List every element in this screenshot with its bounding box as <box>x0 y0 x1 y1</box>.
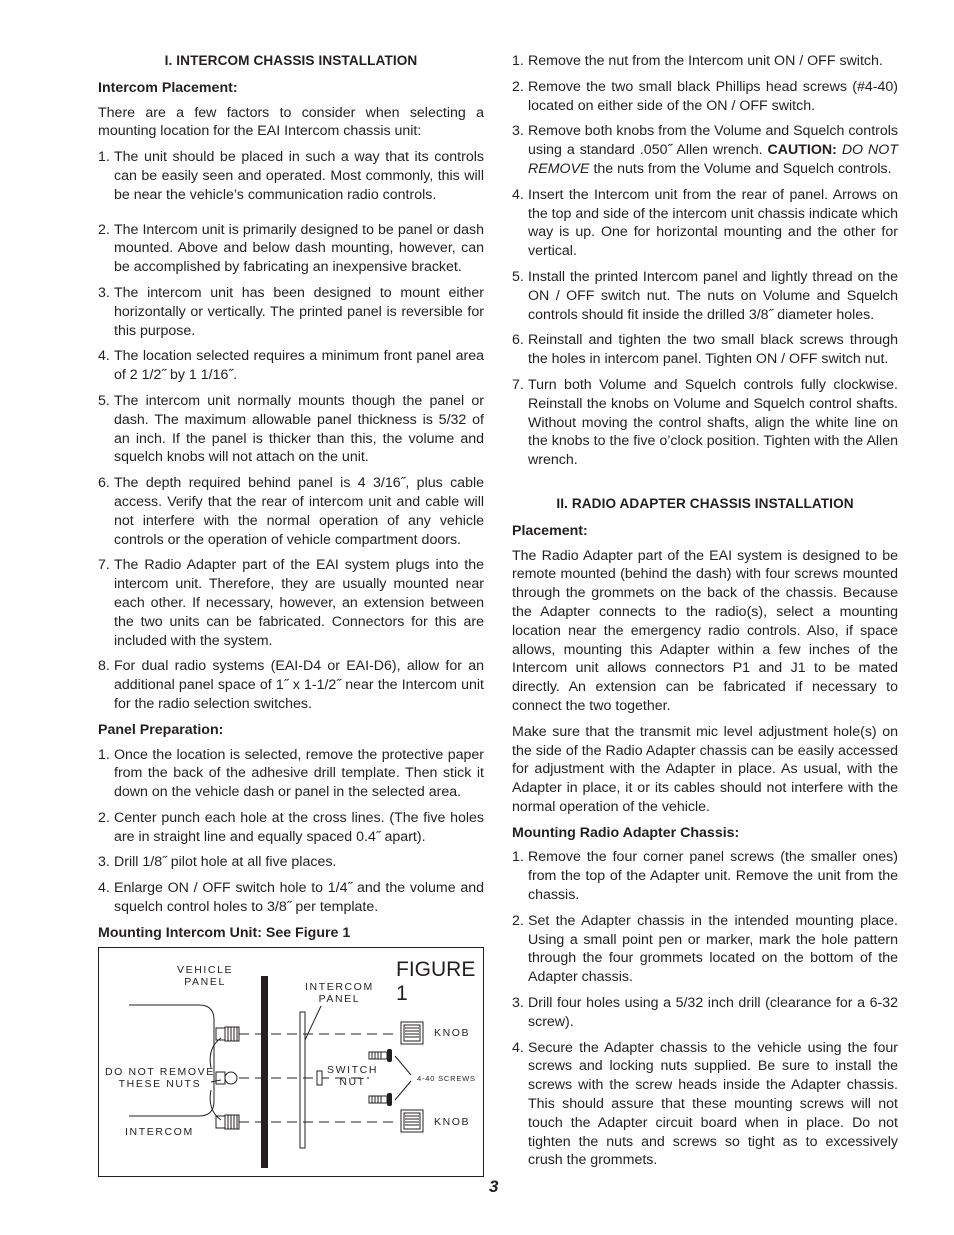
mounting-adapter-heading: Mounting Radio Adapter Chassis: <box>512 824 740 841</box>
intercom-placement-heading: Intercom Placement: <box>98 79 238 96</box>
list-item: 2. Center punch each hole at the cross lines. (The five holes are in straight line and equally spaced 0.4˝ apart). <box>98 809 484 845</box>
list-item: 7. Turn both Volume and Squelch controls fully clockwise. Reinstall the knobs on Volume and Squelch control shafts. Without moving the control shafts, align the white line on the knobs to the five o’clock position. Tighten with the Allen wrench. <box>512 376 898 469</box>
page-number: 3 <box>489 1177 499 1196</box>
list-item: 5. Install the printed Intercom panel and lightly thread on the ON / OFF switch nut. The nuts on Volume and Squelch controls should fit inside the drilled 3/8˝ diameter holes. <box>512 268 898 323</box>
vehicle-panel-label: VEHICLE PANEL <box>177 964 234 988</box>
switch-nut-shape <box>317 1071 322 1085</box>
panel-preparation-heading: Panel Preparation: <box>98 721 224 738</box>
figure-title: FIGURE 1 <box>396 958 476 1005</box>
screw-bottom <box>369 1093 392 1106</box>
list-item: 7. The Radio Adapter part of the EAI system plugs into the intercom unit. Therefore, they are usually mounted near each other. If necessary, however, an extension between the two units can be fabricated. Connectors for this are included with the system. <box>98 557 484 649</box>
figure-1 <box>98 947 484 1177</box>
list-item: 4. Insert the Intercom unit from the rear of panel. Arrows on the top and side of the intercom unit chassis indicate which way is up. One for horizontal mounting and the other for vertical. <box>512 186 898 260</box>
right-column <box>512 52 898 1177</box>
intercom-panel-plate <box>300 1012 305 1148</box>
switch-unit <box>216 1072 237 1084</box>
intercom-unit-outline <box>129 1005 214 1116</box>
list-item: 4. The location selected requires a minimum front panel area of 2 1/2˝ by 1 1/16˝. <box>98 348 484 384</box>
knob-top-shape <box>401 1022 423 1044</box>
list-item: 2. Remove the two small black Phillips head screws (#4-40) located on either side of the ON / OFF switch. <box>512 78 898 114</box>
screws-label: 4-40 SCREWS <box>417 1074 476 1083</box>
list-item: 3. The intercom unit has been designed to mount either horizontally or vertically. The printed panel is reversible for this purpose. <box>98 284 484 339</box>
switch-nut-label: SWITCH NUT <box>327 1064 379 1088</box>
left-column <box>98 52 484 949</box>
list-item: 8. For dual radio systems (EAI-D4 or EAI-D6), allow for an additional panel space of 1˝ x 1-1/2˝ near the Intercom unit for the radio selection switches. <box>98 658 484 712</box>
adapter-placement-heading: Placement: <box>512 522 588 539</box>
list-item: 1. Remove the nut from the Intercom unit ON / OFF switch. <box>512 53 883 69</box>
intercom-placement-intro: There are a few factors to consider when selecting a mounting location for the EAI Intercom chassis unit: <box>98 104 484 140</box>
adapter-placement-paragraph-1: The Radio Adapter part of the EAI system is designed to be remote mounted (behind the dash) with four screws mounted through the grommets on the back of the chassis. Because the Adapter connects to the radio(s), select a mounting location near the emergency radio controls. Also, if space allows, mounting this Adapter within a few inches of the Intercom unit allows connectors P1 and J1 to be mated directly. An extension can be fabricated if necessary to connect the two together. <box>512 547 898 714</box>
mounting-intercom-list <box>512 52 898 470</box>
caution-label: CAUTION: <box>767 142 837 159</box>
list-item: 3. Drill four holes using a 5/32 inch drill (clearance for a 6-32 screw). <box>512 995 898 1030</box>
list-item: 6. Reinstall and tighten the two small black screws through the holes in intercom panel. Tighten ON / OFF switch nut. <box>512 332 898 368</box>
intercom-placement-list <box>98 148 484 714</box>
control-nut-bottom <box>216 1115 239 1129</box>
list-item: 4. Enlarge ON / OFF switch hole to 1/4˝ and the volume and squelch control holes to 3/8˝ per template. <box>98 880 484 916</box>
panel-preparation-list <box>98 746 484 917</box>
list-item: 2. Set the Adapter chassis in the intended mounting place. Using a small point pen or marker, mark the hole pattern through the four grommets located on the bottom of the Adapter chassis. <box>512 912 898 986</box>
list-item: 2. The Intercom unit is primarily designed to be panel or dash mounted. Above and below dash mounting, however, can be accomplished by fabricating an inexpensive bracket. <box>98 221 484 276</box>
list-item: 4. Secure the Adapter chassis to the vehicle using the four screws and locking nuts supplied. Be sure to install the screws with the screw heads inside the Adapter chassis. This should assure that these mounting screws will not touch the Adapter circuit board when in place. Do not tighten the nuts and screws so tight as to excessively crush the grommets. <box>512 1039 898 1169</box>
screw-top <box>369 1049 392 1062</box>
knob-bottom-label: KNOB <box>434 1116 471 1128</box>
list-item: 3. Drill 1/8˝ pilot hole at all five places. <box>98 854 337 871</box>
intercom-label: INTERCOM <box>125 1126 194 1138</box>
mounting-adapter-list <box>512 848 898 1170</box>
list-item: 5. The intercom unit normally mounts though the panel or dash. The maximum allowable panel thickness is 5/32 of an inch. If the panel is thicker than this, the volume and squelch knobs will not attach on the unit. <box>98 392 484 466</box>
vehicle-panel-bar <box>261 976 268 1168</box>
leader-intercom-panel <box>305 1006 321 1040</box>
adapter-placement-paragraph-2: Make sure that the transmit mic level adjustment hole(s) on the side of the Radio Adapter chassis can be easily accessed for adjustment with the Adapter in place. As usual, with the Adapter in place, it or its cables should not interfere with the normal operation of the vehicle. <box>512 723 898 815</box>
list-item: 3. Remove both knobs from the Volume and Squelch controls using a standard .050˝ Allen wrench. CAUTION: DO NOT REMOVE the nuts from the Volume and Squelch controls. <box>512 123 898 177</box>
leader-top <box>210 1038 221 1068</box>
knob-bottom-shape <box>401 1110 423 1132</box>
mounting-intercom-heading: Mounting Intercom Unit: See Figure 1 <box>98 924 351 941</box>
section-title-intercom: I. INTERCOM CHASSIS INSTALLATION <box>164 53 418 68</box>
knob-top-label: KNOB <box>434 1027 471 1039</box>
section-title-radio-adapter: II. RADIO ADAPTER CHASSIS INSTALLATION <box>556 495 854 511</box>
intercom-panel-label: INTERCOM PANEL <box>305 981 374 1005</box>
do-not-remove-label: DO NOT REMOVE THESE NUTS <box>105 1066 215 1090</box>
list-item: 6. The depth required behind panel is 4 3/16˝, plus cable access. Verify that the rear of intercom unit and cable will not interfere with the normal operation of any vehicle controls or the operation of vehicle compartment doors. <box>98 475 484 548</box>
screws-bracket <box>395 1056 411 1100</box>
list-item: 1. Once the location is selected, remove the protective paper from the back of the adhesive drill template. Then stick it down on the vehicle dash or panel in the selected area. <box>98 746 484 801</box>
list-item: 1. Remove the four corner panel screws (the smaller ones) from the top of the Adapter unit. Remove the unit from the chassis. <box>512 849 898 904</box>
caution-emphasis: DO NOT REMOVE <box>528 142 898 177</box>
list-item: 1. The unit should be placed in such a way that its controls can be easily seen and operated. Most commonly, this will be near the vehicle’s communication radio controls. <box>98 149 484 203</box>
